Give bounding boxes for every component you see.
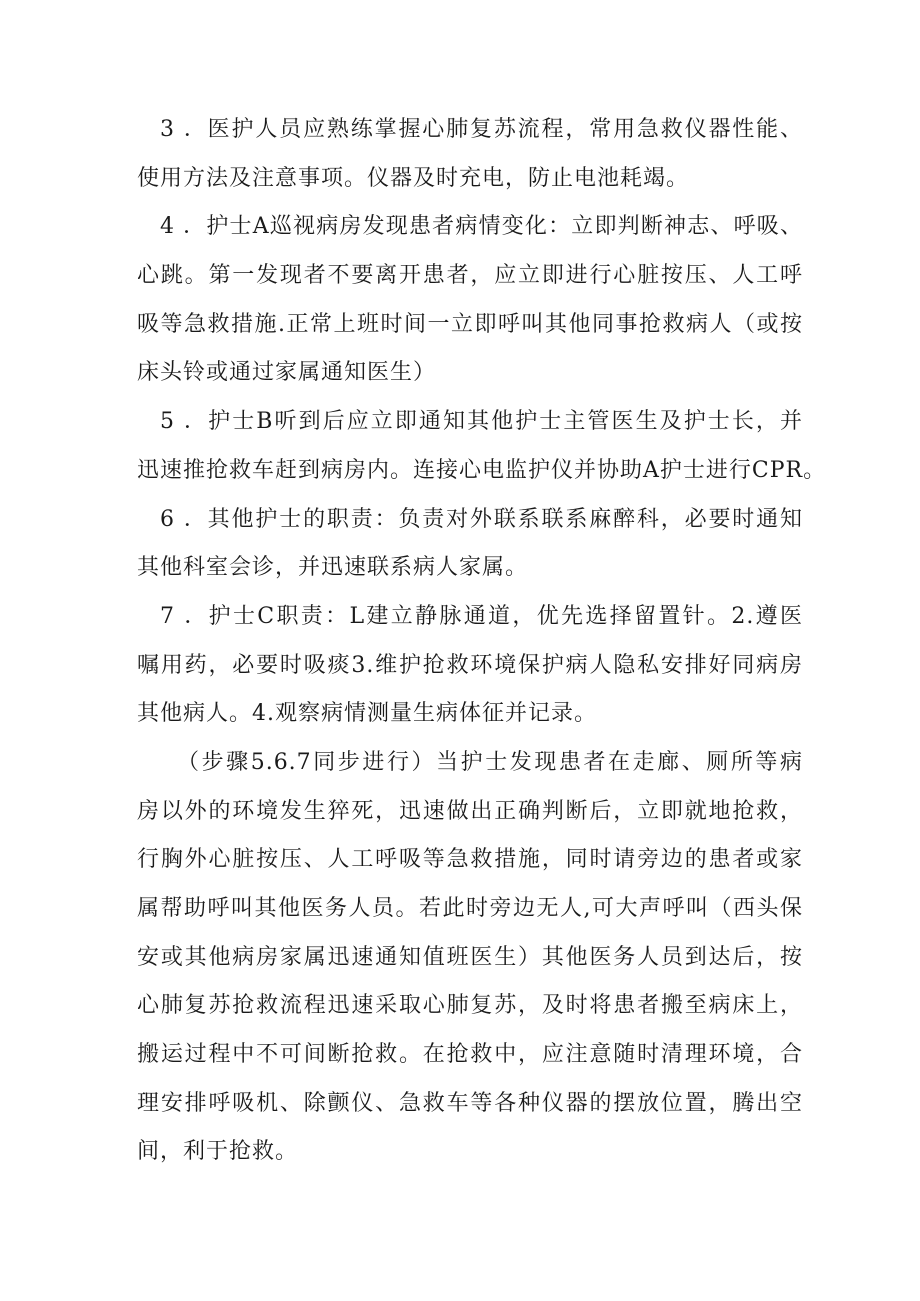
- text-line: 7 ．护士C职责：L建立静脉通道，优先选择留置针。2.遵医: [160, 603, 803, 629]
- paragraph: [137, 203, 803, 398]
- text-line: 4 ．护士A巡视病房发现患者病情变化：立即判断神志、呼吸、: [160, 214, 803, 240]
- text-line: 使用方法及注意事项。仪器及时充电，防止电池耗竭。: [137, 165, 690, 191]
- text-line: 3 ．医护人员应熟练掌握心肺复苏流程，常用急救仪器性能、: [160, 117, 803, 142]
- text-line: 嘱用药，必要时吸痰3.维护抢救环境保护病人隐私安排好同病房: [137, 652, 803, 678]
- text-line: 其他病人。4.观察病情测量生病体征并记录。: [137, 701, 597, 727]
- text-line: 房以外的环境发生猝死，迅速做出正确判断后，立即就地抢救，: [137, 798, 803, 824]
- text-line: 心跳。第一发现者不要离开患者，应立即进行心脏按压、人工呼: [137, 263, 803, 289]
- text-line: 搬运过程中不可间断抢救。在抢救中，应注意随时清理环境，合: [137, 1042, 803, 1068]
- document-page: [137, 106, 827, 1177]
- text-line: 心肺复苏抢救流程迅速采取心肺复苏，及时将患者搬至病床上，: [137, 993, 803, 1019]
- text-line: 属帮助呼叫其他医务人员。若此时旁边无人,可大声呼叫（西头保: [137, 896, 803, 921]
- text-line: 6 ．其他护士的职责：负责对外联系联系麻醉科，必要时通知: [160, 506, 803, 532]
- paragraph: [137, 496, 803, 593]
- text-line: 其他科室会诊，并迅速联系病人家属。: [137, 555, 529, 581]
- text-line: 间，利于抢救。: [137, 1139, 299, 1165]
- text-line: 行胸外心脏按压、人工呼吸等急救措施，同时请旁边的患者或家: [137, 847, 803, 873]
- paragraph: [137, 739, 803, 1177]
- text-line: 安或其他病房家属迅速通知值班医生）其他医务人员到达后，按: [137, 944, 803, 970]
- text-line: 吸等急救措施.正常上班时间一立即呼叫其他同事抢救病人（或按: [137, 311, 803, 337]
- text-line: （步骤5.6.7同步进行）当护士发现患者在走廊、厕所等病: [177, 749, 803, 775]
- paragraph: [137, 398, 827, 495]
- paragraph: [137, 593, 803, 739]
- text-line: 理安排呼吸机、除颤仪、急救车等各种仪器的摆放位置，腾出空: [137, 1090, 803, 1116]
- text-line: 迅速推抢救车赶到病房内。连接心电监护仪并协助A护士进行CPR。: [137, 457, 827, 483]
- paragraph: [137, 106, 803, 203]
- text-line: 床头铃或通过家属通知医生）: [137, 360, 437, 386]
- text-line: 5 ．护士B听到后应立即通知其他护士主管医生及护士长，并: [160, 409, 803, 435]
